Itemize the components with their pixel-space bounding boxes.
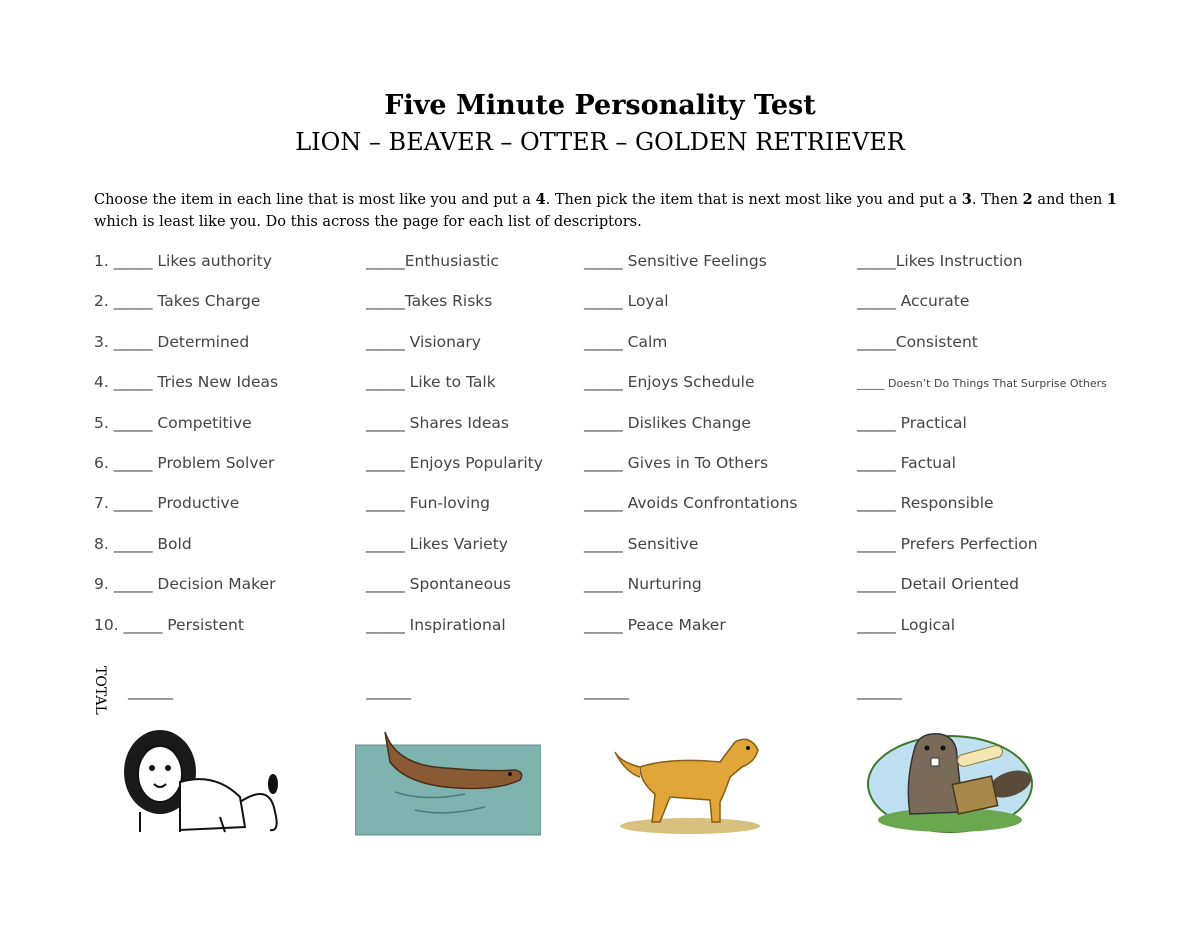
descriptor-item[interactable]: _____ Fun-loving (366, 494, 490, 513)
page-title: Five Minute Personality Test (384, 90, 816, 121)
descriptor-item[interactable]: _____ Logical (857, 615, 955, 634)
total-blank-otter[interactable]: ______ (366, 682, 411, 700)
instructions: Choose the item in each line that is most like you and put a 4. Then pick the item that is next most like you and put a 3. Then 2 and then 1 which is least like you. Do this across the page for each list of descriptors. (94, 191, 1117, 230)
descriptor-item[interactable]: _____ Practical (857, 413, 967, 432)
descriptor-item[interactable]: _____ Enjoys Schedule (584, 373, 755, 392)
descriptor-item[interactable]: _____Enthusiastic (366, 252, 499, 270)
descriptor-item[interactable]: _____ Dislikes Change (584, 413, 751, 432)
descriptor-item[interactable]: 7. _____ Productive (94, 494, 240, 513)
descriptor-item[interactable]: _____Consistent (857, 332, 978, 351)
total-label: TOTAL (92, 666, 108, 715)
descriptor-item[interactable]: _____ Sensitive Feelings (584, 252, 767, 270)
descriptor-item[interactable]: _____ Inspirational (366, 615, 506, 634)
descriptor-item[interactable]: _____ Prefers Perfection (857, 534, 1038, 553)
descriptor-item[interactable]: _____ Avoids Confrontations (584, 494, 798, 513)
descriptor-item[interactable]: _____Likes Instruction (857, 252, 1023, 270)
descriptor-item[interactable]: _____ Sensitive (584, 534, 699, 553)
descriptor-item[interactable]: _____ Nurturing (584, 575, 702, 594)
descriptor-item[interactable]: 3. _____ Determined (94, 332, 250, 351)
page-subtitle: LION – BEAVER – OTTER – GOLDEN RETRIEVER (295, 128, 905, 156)
descriptor-item[interactable]: _____ Detail Oriented (857, 575, 1019, 594)
descriptor-item[interactable]: _____ Enjoys Popularity (366, 454, 543, 472)
golden-retriever-illustration (610, 722, 765, 837)
total-blank-beaver[interactable]: ______ (857, 682, 902, 700)
descriptor-item[interactable]: _____ Doesn’t Do Things That Surprise Others (857, 377, 1107, 391)
descriptor-item[interactable]: _____ Peace Maker (584, 615, 726, 634)
descriptor-item[interactable]: 10. _____ Persistent (94, 615, 244, 634)
descriptor-item[interactable]: _____ Like to Talk (366, 373, 496, 392)
total-blank-lion[interactable]: ______ (128, 682, 173, 700)
descriptor-item[interactable]: _____ Responsible (857, 494, 994, 513)
beaver-illustration (865, 722, 1040, 837)
total-blank-retriever[interactable]: ______ (584, 682, 629, 700)
descriptor-item[interactable]: 9. _____ Decision Maker (94, 575, 276, 594)
descriptor-item[interactable]: _____ Shares Ideas (366, 413, 509, 432)
descriptor-item[interactable]: _____ Loyal (584, 292, 669, 311)
descriptor-item[interactable]: _____ Spontaneous (366, 575, 511, 594)
descriptor-item[interactable]: _____ Factual (857, 454, 956, 472)
descriptor-item[interactable]: 2. _____ Takes Charge (94, 292, 261, 311)
descriptor-item[interactable]: _____ Calm (584, 332, 668, 351)
lion-illustration (120, 722, 290, 837)
descriptor-item[interactable]: _____ Gives in To Others (584, 454, 769, 472)
descriptor-item[interactable]: 8. _____ Bold (94, 534, 192, 553)
descriptor-item[interactable]: _____ Visionary (366, 332, 481, 351)
descriptor-item[interactable]: _____ Likes Variety (366, 534, 508, 553)
descriptor-item[interactable]: _____Takes Risks (366, 292, 493, 311)
descriptor-item[interactable]: 4. _____ Tries New Ideas (94, 373, 279, 392)
descriptor-item[interactable]: 1. _____ Likes authority (94, 252, 272, 270)
descriptor-item[interactable]: 5. _____ Competitive (94, 413, 252, 432)
descriptor-item[interactable]: 6. _____ Problem Solver (94, 454, 275, 472)
descriptor-item[interactable]: _____ Accurate (857, 292, 970, 311)
otter-illustration (355, 722, 541, 837)
